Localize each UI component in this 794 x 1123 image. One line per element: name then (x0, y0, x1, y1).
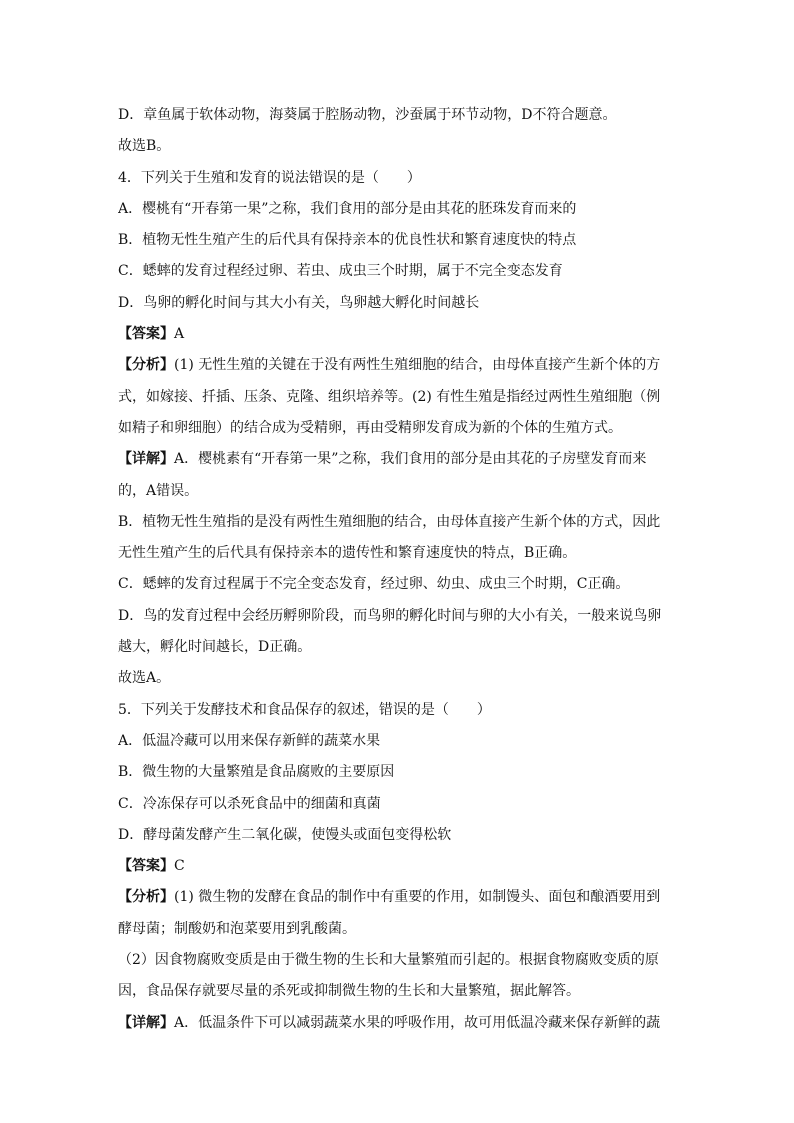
line-text: 如精子和卵细胞）的结合成为受精卵，再由受精卵发育成为新的个体的生殖方式。 (118, 419, 622, 436)
text-line (118, 350, 678, 381)
line-text: D．酵母菌发酵产生二氧化碳，使馒头或面包变得松软 (118, 826, 452, 843)
line-text: B．微生物的大量繁殖是食品腐败的主要原因 (118, 764, 395, 781)
text-line (118, 695, 678, 726)
line-text: C．冷冻保存可以杀死食品中的细菌和真菌 (118, 795, 381, 812)
line-text: C (174, 858, 185, 875)
text-line (118, 882, 678, 913)
line-text: B．植物无性生殖指的是没有两性生殖细胞的结合，由母体直接产生新个体的方式，因此 (118, 513, 661, 530)
line-text: 故选A。 (118, 670, 171, 687)
line-text: B．植物无性生殖产生的后代具有保持亲本的优良性状和繁育速度快的特点 (118, 232, 577, 249)
text-line (118, 382, 678, 413)
text-line (118, 789, 678, 820)
text-line (118, 131, 678, 162)
text-line (118, 444, 678, 475)
line-text: C．蟋蟀的发育过程属于不完全变态发育，经过卵、幼虫、成虫三个时期，C正确。 (118, 576, 630, 593)
line-text: 因，食品保存就要尽量的杀死或抑制微生物的生长和大量繁殖，据此解答。 (118, 983, 580, 1000)
line-text: 式，如嫁接、扦插、压条、克隆、组织培养等。(2) 有性生殖是指经过两性生殖细胞（例 (118, 388, 661, 405)
section-tag: 【答案】 (118, 858, 174, 875)
text-line (118, 100, 678, 131)
line-text: （2）因食物腐败变质是由于微生物的生长和大量繁殖而引起的。根据食物腐败变质的原 (118, 952, 659, 969)
line-text: 越大，孵化时间越长，D正确。 (118, 639, 312, 656)
section-tag: 【答案】 (118, 326, 174, 343)
line-text: (1) 无性生殖的关键在于没有两性生殖细胞的结合，由母体直接产生新个体的方 (174, 357, 661, 374)
section-tag: 【详解】 (118, 451, 174, 468)
line-text: 酵母菌；制酸奶和泡菜要用到乳酸菌。 (118, 920, 356, 937)
text-line (118, 1008, 678, 1039)
text-line (118, 757, 678, 788)
text-line (118, 413, 678, 444)
text-line (118, 319, 678, 350)
line-text: (1) 微生物的发酵在食品的制作中有重要的作用，如制馒头、面包和酿酒要用到 (174, 889, 661, 906)
section-tag: 【详解】 (118, 1014, 174, 1031)
line-text: 的，A错误。 (118, 482, 199, 499)
line-text: 无性生殖产生的后代具有保持亲本的遗传性和繁育速度快的特点，B正确。 (118, 545, 577, 562)
text-line (118, 976, 678, 1007)
section-tag: 【分析】 (118, 357, 174, 374)
line-text: A．樱桃有“开春第一果”之称，我们食用的部分是由其花的胚珠发育而来的 (118, 200, 577, 217)
text-line (118, 914, 678, 945)
text-line (118, 507, 678, 538)
line-text: D．鸟卵的孵化时间与其大小有关，鸟卵越大孵化时间越长 (118, 294, 480, 311)
text-line (118, 851, 678, 882)
line-text: D．鸟的发育过程中会经历孵卵阶段，而鸟卵的孵化时间与卵的大小有关，一般来说鸟卵 (118, 607, 662, 624)
section-tag: 【分析】 (118, 889, 174, 906)
line-text: 4．下列关于生殖和发育的说法错误的是（ ） (118, 169, 421, 186)
line-text: 故选B。 (118, 138, 171, 155)
line-text: A．低温条件下可以减弱蔬菜水果的呼吸作用，故可用低温冷藏来保存新鲜的蔬 (174, 1014, 661, 1031)
text-line (118, 538, 678, 569)
line-text: D．章鱼属于软体动物，海葵属于腔肠动物，沙蚕属于环节动物，D不符合题意。 (118, 107, 617, 123)
text-line (118, 194, 678, 225)
text-line (118, 163, 678, 194)
text-line (118, 476, 678, 507)
text-line (118, 820, 678, 851)
line-text: A．低温冷藏可以用来保存新鲜的蔬菜水果 (118, 732, 381, 749)
line-text: A (174, 326, 185, 343)
text-line (118, 225, 678, 256)
text-line (118, 726, 678, 757)
text-line (118, 288, 678, 319)
line-text: 5．下列关于发酵技术和食品保存的叙述，错误的是（ ） (118, 701, 491, 718)
text-line (118, 569, 678, 600)
text-line (118, 256, 678, 287)
document-body (118, 100, 678, 1039)
text-line (118, 663, 678, 694)
text-line (118, 945, 678, 976)
line-text: A．樱桃素有“开春第一果”之称，我们食用的部分是由其花的子房壁发育而来 (174, 451, 647, 468)
text-line (118, 601, 678, 632)
text-line (118, 632, 678, 663)
line-text: C．蟋蟀的发育过程经过卵、若虫、成虫三个时期，属于不完全变态发育 (118, 263, 563, 280)
